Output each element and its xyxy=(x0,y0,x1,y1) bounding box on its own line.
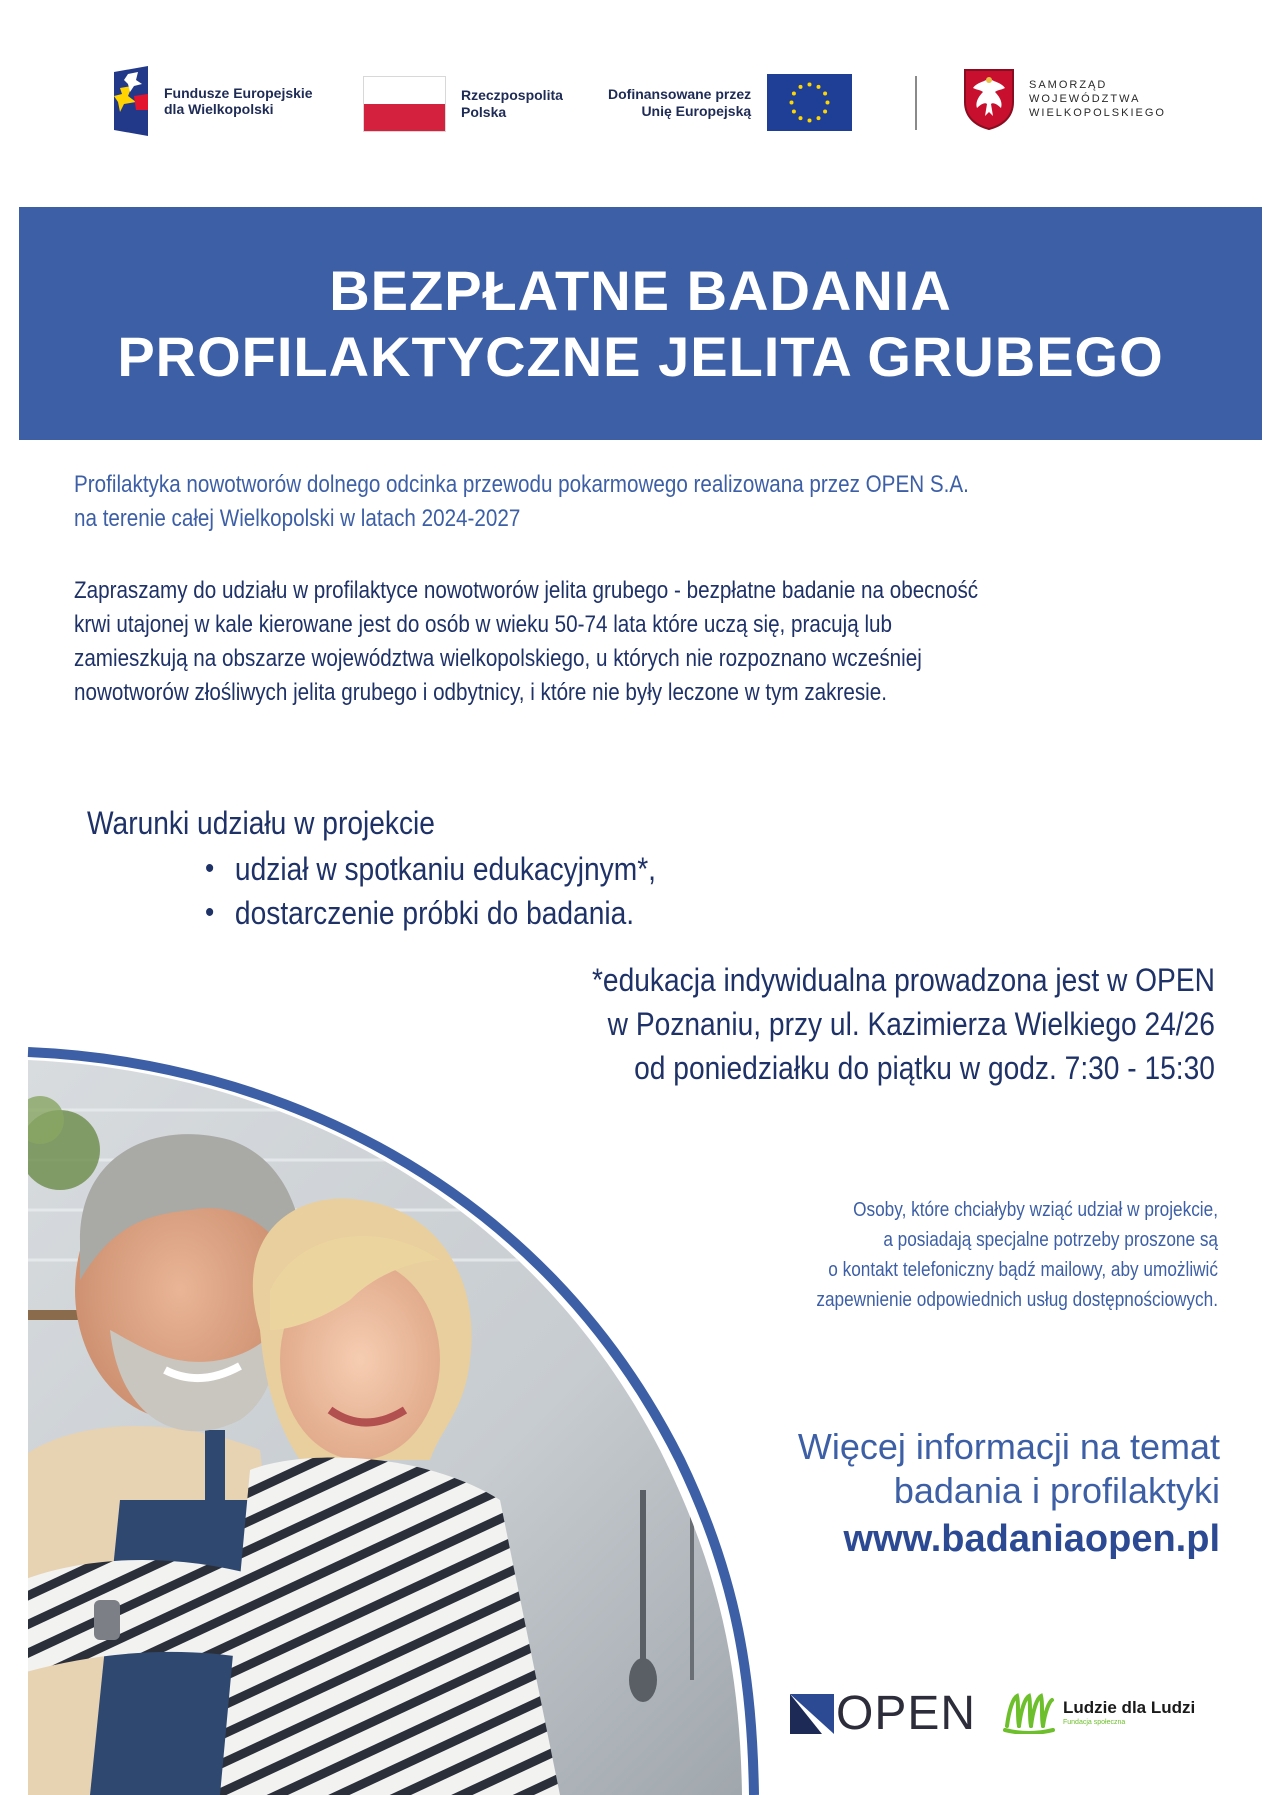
invite-line-4: nowotworów złośliwych jelita grubego i odbytnicy, i które nie były leczone w tym zakresie. xyxy=(74,679,887,706)
ldl-logo-text xyxy=(1063,1698,1195,1727)
intro-line-2: na terenie całej Wielkopolski w latach 2024-2027 xyxy=(74,505,521,532)
eu-star xyxy=(826,101,830,105)
hero-photo xyxy=(0,1030,770,1795)
education-line-3: od poniedziałku do piątku w godz. 7:30 - 15:30 xyxy=(634,1050,1215,1086)
accessibility-note xyxy=(816,1195,1218,1315)
sw-logo xyxy=(963,68,1166,130)
education-line-2: w Poznaniu, przy ul. Kazimierza Wielkiego 24/26 xyxy=(607,1006,1215,1042)
invite-paragraph xyxy=(74,574,1224,710)
eu-line1: Dofinansowane przez xyxy=(608,85,752,102)
invite-line-3: zamieszkują na obszarze województwa wielkopolskiego, u których nie rozpoznano wcześniej xyxy=(74,645,922,672)
more-line-2: badania i profilaktyki xyxy=(893,1470,1220,1511)
title-line-2: PROFILAKTYCZNE JELITA GRUBEGO xyxy=(117,324,1164,388)
sw-line3: WIELKOPOLSKIEGO xyxy=(1029,107,1166,119)
more-info xyxy=(798,1425,1220,1561)
fe-star-logo-icon xyxy=(114,66,154,136)
ldl-subtitle: Fundacja społeczna xyxy=(1063,1718,1126,1726)
eu-star xyxy=(817,116,821,120)
eu-star xyxy=(808,119,812,123)
fe-logo xyxy=(114,66,313,136)
sw-line2: WOJEWÓDZTWA xyxy=(1029,93,1141,105)
condition-item: • dostarczenie próbki do badania. xyxy=(205,891,656,935)
rp-line1: Rzeczpospolita xyxy=(461,87,563,103)
invite-line-2: krwi utajonej w kale kierowane jest do osób w wieku 50-74 lata które uczą się, pracują lub xyxy=(74,611,893,638)
eu-line2: Unię Europejską xyxy=(641,102,752,119)
fe-line2: dla Wielkopolski xyxy=(164,101,274,117)
title-band xyxy=(19,207,1262,440)
ldl-name: Ludzie dla Ludzi xyxy=(1063,1697,1196,1717)
more-line-1: Więcej informacji na temat xyxy=(797,1426,1220,1467)
rp-logo xyxy=(363,76,563,132)
fe-line1: Fundusze Europejskie xyxy=(164,85,313,101)
eu-star xyxy=(799,85,803,89)
website-link[interactable]: www.badaniaopen.pl xyxy=(843,1518,1220,1560)
intro-paragraph xyxy=(74,468,1224,536)
open-logo-icon xyxy=(790,1694,834,1734)
rp-line2: Polska xyxy=(461,104,507,120)
rp-logo-text xyxy=(461,87,563,121)
title-line-1: BEZPŁATNE BADANIA xyxy=(329,258,952,322)
access-line-3: o kontakt telefoniczny bądź mailowy, aby umożliwić xyxy=(828,1259,1218,1281)
access-line-1: Osoby, które chciałyby wziąć udział w projekcie, xyxy=(853,1199,1218,1221)
intro-line-1: Profilaktyka nowotworów dolnego odcinka przewodu pokarmowego realizowana przez OPEN S.A. xyxy=(74,471,969,498)
conditions-title: Warunki udziału w projekcie xyxy=(87,805,435,841)
eu-logo-text xyxy=(608,86,751,120)
access-line-4: zapewnienie odpowiednich usług dostępnościowych. xyxy=(816,1289,1218,1311)
eu-star xyxy=(792,92,796,96)
logo-strip xyxy=(0,62,1280,152)
logo-divider xyxy=(915,76,917,130)
invite-line-1: Zapraszamy do udziału w profilaktyce nowotworów jelita grubego - bezpłatne badanie na obecność xyxy=(74,577,979,604)
sw-logo-text xyxy=(1029,78,1166,120)
ldl-logo xyxy=(1003,1690,1195,1734)
eu-star xyxy=(823,92,827,96)
condition-item: • udział w spotkaniu edukacyjnym*, xyxy=(205,847,656,891)
fe-logo-text xyxy=(164,85,313,117)
eu-flag-icon xyxy=(767,74,852,131)
open-logo xyxy=(790,1687,977,1740)
eu-star xyxy=(817,85,821,89)
education-line-1: *edukacja indywidualna prowadzona jest w OPEN xyxy=(592,962,1215,998)
access-line-2: a posiadają specjalne potrzeby proszone są xyxy=(883,1229,1218,1251)
eu-star xyxy=(792,110,796,114)
couple-photo-illustration xyxy=(0,1030,770,1795)
ldl-hands-logo-icon xyxy=(1003,1690,1055,1734)
eu-logo xyxy=(608,74,852,131)
sw-line1: SAMORZĄD xyxy=(1029,79,1108,91)
conditions-list xyxy=(205,847,656,935)
open-logo-text: OPEN xyxy=(836,1687,977,1740)
eu-star xyxy=(808,83,812,87)
eu-star xyxy=(790,101,794,105)
polish-flag-icon xyxy=(363,76,446,132)
eu-star xyxy=(799,116,803,120)
eu-star xyxy=(823,110,827,114)
wielkopolska-eagle-crest-icon xyxy=(963,68,1015,130)
